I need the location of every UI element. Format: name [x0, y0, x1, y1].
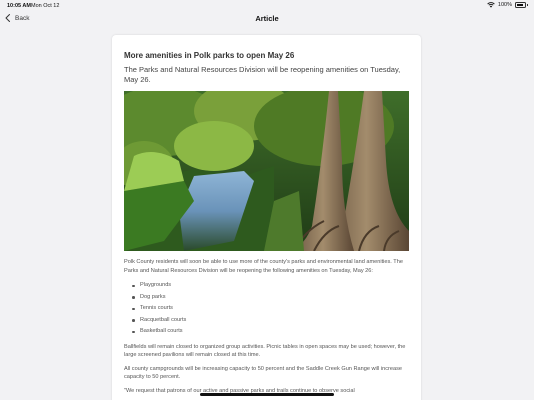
amenity-list [132, 280, 409, 338]
list-item: Dog parks [132, 292, 409, 304]
article-intro: Polk County residents will soon be able to use more of the county's parks and environmental land amenities. The Parks and Natural Resources Division will be reopening the following amenities on Tuesday, May 26: [124, 259, 403, 274]
status-indicators [487, 2, 526, 8]
battery-icon [515, 2, 526, 8]
back-label: Back [15, 14, 30, 22]
article-ballfields-paragraph: Ballfields will remain closed to organized group activities. Picnic tables in open spaces may be used; however, the large screened pavilions will remain closed at this time. [124, 343, 406, 358]
navigation-bar [0, 12, 534, 26]
article-subtitle: The Parks and Natural Resources Division will be reopening amenities on Tuesday, May 26. [124, 65, 401, 84]
battery-percent: 100% [497, 2, 512, 8]
article-campgrounds-paragraph: All county campgrounds will be increasing capacity to 50 percent and the Saddle Creek Gun Range will increase capacity to 50 percent. [124, 365, 402, 380]
status-date: Mon Oct 12 [31, 3, 60, 9]
list-item: Playgrounds [132, 280, 409, 292]
status-bar [0, 0, 534, 12]
list-item: Tennis courts [132, 303, 409, 315]
wifi-icon [487, 2, 495, 8]
home-indicator[interactable] [200, 393, 334, 396]
article-title: More amenities in Polk parks to open May 26 [124, 51, 295, 60]
list-item: Racquetball courts [132, 315, 409, 327]
page-title: Article [255, 14, 279, 23]
article-quote-paragraph: "We request that patrons of our active and passive parks and trails continue to observe social [124, 387, 355, 394]
status-time: 10:05 AM [7, 3, 31, 9]
list-item: Basketball courts [132, 326, 409, 338]
article-card [112, 35, 421, 400]
article-hero-image [124, 91, 409, 251]
